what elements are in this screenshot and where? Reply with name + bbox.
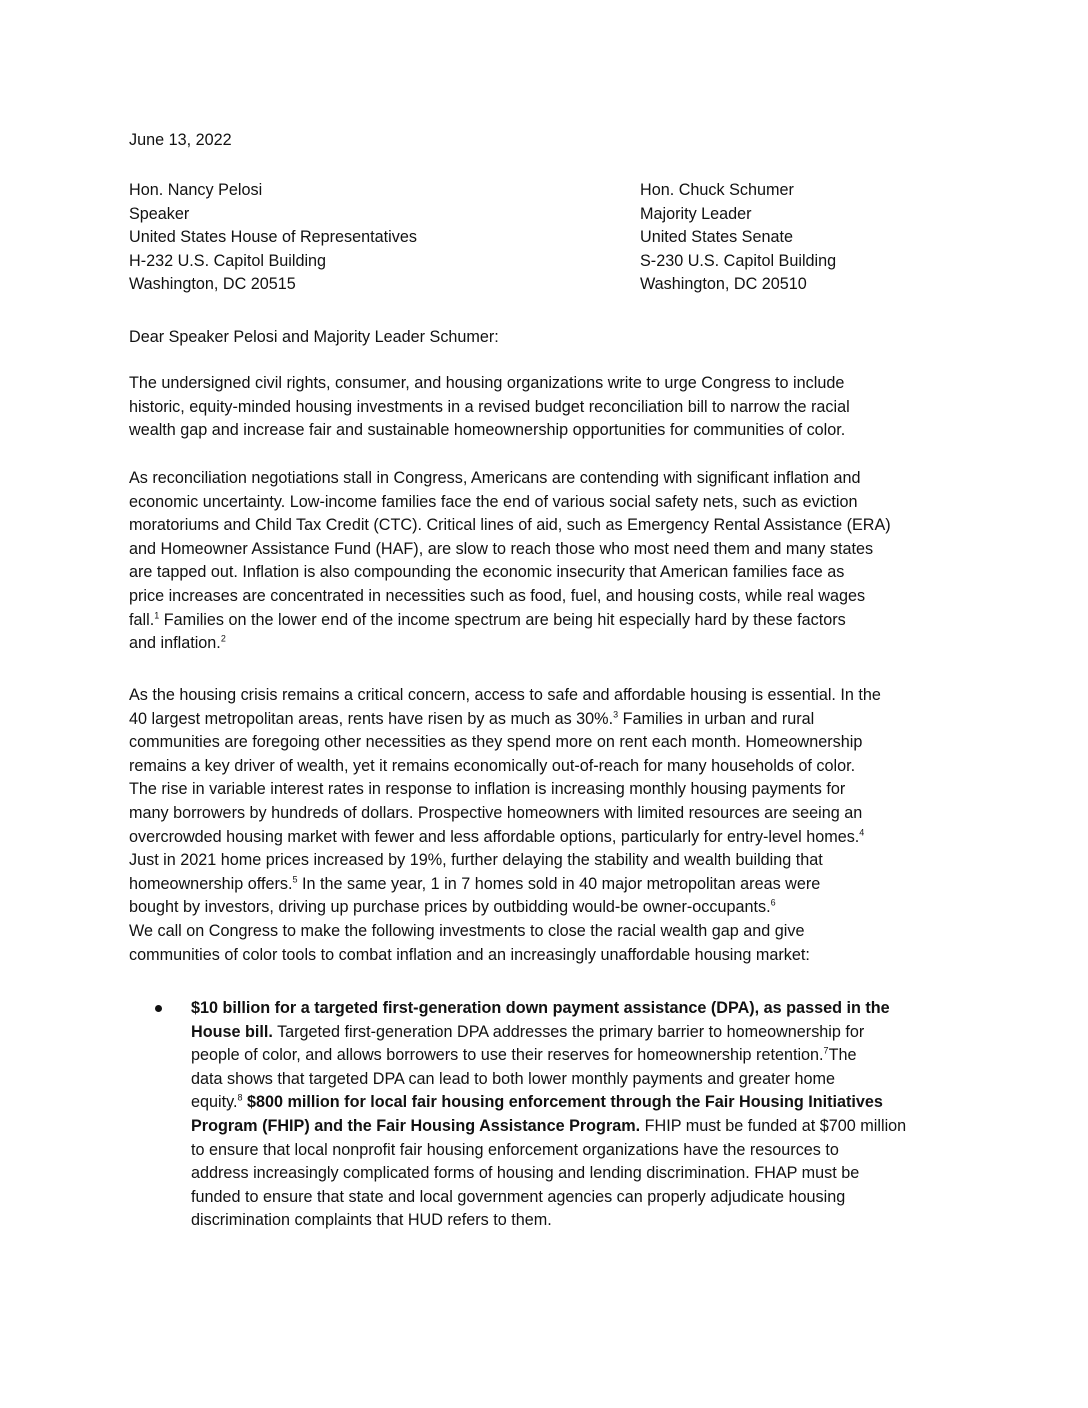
text-line xyxy=(191,1115,975,1139)
text-run: Targeted first-generation DPA addresses the primary barrier to homeownership for xyxy=(272,1022,865,1041)
addressee-line: Hon. Nancy Pelosi xyxy=(129,181,263,199)
addressee-line: Washington, DC 20515 xyxy=(129,275,296,294)
text-line xyxy=(129,632,969,656)
intro-paragraph xyxy=(129,372,969,443)
addressee-line: United States House of Representatives xyxy=(129,228,417,247)
bold-run: House bill. xyxy=(191,1022,273,1041)
footnote-ref: 4 xyxy=(859,827,865,838)
text-run: 40 largest metropolitan areas, rents have risen by as much as 30%. xyxy=(129,709,614,728)
text-line: to ensure that local nonprofit fair housing enforcement organizations have the resources to xyxy=(191,1140,839,1159)
text-line: data shows that targeted DPA can lead to both lower monthly payments and greater home xyxy=(191,1069,835,1088)
text-line: remains a key driver of wealth, yet it remains economically out-of-reach for many households of color. xyxy=(129,756,856,775)
addressee-line: Majority Leader xyxy=(640,204,752,223)
text-line xyxy=(129,609,969,633)
text-run: people of color, and allows borrowers to use their reserves for homeownership retention. xyxy=(191,1046,824,1065)
addressee-line: Speaker xyxy=(129,204,190,223)
text-run: and inflation. xyxy=(129,634,221,653)
text-line: historic, equity-minded housing investments in a revised budget reconciliation bill to narrow the racial xyxy=(129,397,850,416)
list-item xyxy=(155,997,975,1233)
footnote-ref: 7 xyxy=(823,1045,829,1056)
text-run: Families on the lower end of the income spectrum are being hit especially hard by these factors xyxy=(159,610,846,629)
text-line xyxy=(129,826,969,850)
text-line: address increasingly complicated forms of housing and lending discrimination. FHAP must be xyxy=(191,1164,860,1183)
text-line: economic uncertainty. Low-income families face the end of various social safety nets, such as eviction xyxy=(129,492,858,511)
footnote-ref: 3 xyxy=(613,709,619,720)
text-run: homeownership offers. xyxy=(129,874,293,893)
salutation: Dear Speaker Pelosi and Majority Leader Schumer: xyxy=(129,328,499,346)
text-line: communities of color tools to combat inflation and an increasingly unaffordable housing market: xyxy=(129,945,810,964)
text-line xyxy=(191,1021,975,1045)
housing-crisis-paragraph xyxy=(129,684,969,967)
bold-run: $800 million for local fair housing enforcement through the Fair Housing Initiatives xyxy=(242,1093,883,1112)
text-run: In the same year, 1 in 7 homes sold in 40 major metropolitan areas were xyxy=(297,874,821,893)
text-line xyxy=(129,873,969,897)
text-line xyxy=(129,896,969,920)
text-line: wealth gap and increase fair and sustainable homeownership opportunities for communities of color. xyxy=(129,421,846,440)
investment-list xyxy=(155,997,975,1233)
text-line xyxy=(129,708,969,732)
text-run: fall. xyxy=(129,610,155,629)
text-line: price increases are concentrated in necessities such as food, fuel, and housing costs, while real wages xyxy=(129,586,866,605)
bold-run: $10 billion for a targeted first-generation down payment assistance (DPA), as passed in the xyxy=(191,999,890,1017)
text-run: equity. xyxy=(191,1093,238,1112)
text-run: The xyxy=(828,1046,857,1065)
text-line: As the housing crisis remains a critical concern, access to safe and affordable housing is essential. In the xyxy=(129,686,881,704)
footnote-ref: 2 xyxy=(220,633,226,644)
addressee-line: Hon. Chuck Schumer xyxy=(640,181,794,199)
text-line: The undersigned civil rights, consumer, and housing organizations write to urge Congress to include xyxy=(129,374,845,392)
text-line: The rise in variable interest rates in response to inflation is increasing monthly housing payments for xyxy=(129,780,846,799)
text-line: communities are foregoing other necessities as they spend more on rent each month. Homeownership xyxy=(129,733,863,752)
text-run: overcrowded housing market with fewer and less affordable options, particularly for entry-level homes. xyxy=(129,827,860,846)
text-line xyxy=(191,1044,975,1068)
text-line: are tapped out. Inflation is also compounding the economic insecurity that American families face as xyxy=(129,563,845,582)
text-line: Just in 2021 home prices increased by 19%, further delaying the stability and wealth building that xyxy=(129,851,823,870)
text-line xyxy=(191,997,975,1021)
text-line: and Homeowner Assistance Fund (HAF), are slow to reach those who most need them and many states xyxy=(129,539,874,558)
text-line: We call on Congress to make the following investments to close the racial wealth gap and give xyxy=(129,921,805,940)
text-line: As reconciliation negotiations stall in Congress, Americans are contending with significant inflation and xyxy=(129,469,861,487)
bold-run: Program (FHIP) and the Fair Housing Assistance Program. xyxy=(191,1116,641,1135)
inflation-paragraph xyxy=(129,467,969,656)
addressee-line: Washington, DC 20510 xyxy=(640,275,807,294)
text-run: bought by investors, driving up purchase prices by outbidding would-be owner-occupants. xyxy=(129,898,771,917)
footnote-ref: 8 xyxy=(237,1092,243,1103)
text-run: Families in urban and rural xyxy=(618,709,815,728)
text-run: FHIP must be funded at $700 million xyxy=(640,1116,907,1135)
footnote-ref: 1 xyxy=(154,610,160,621)
addressee-schumer xyxy=(640,179,836,297)
text-line: discrimination complaints that HUD refers to them. xyxy=(191,1211,552,1230)
footnote-ref: 5 xyxy=(292,874,298,885)
letter-date: June 13, 2022 xyxy=(129,131,232,149)
addressee-line: H-232 U.S. Capitol Building xyxy=(129,251,327,270)
bullet-icon xyxy=(155,1005,162,1012)
text-line xyxy=(191,1091,975,1115)
addressee-line: United States Senate xyxy=(640,228,793,247)
text-line: moratoriums and Child Tax Credit (CTC). Critical lines of aid, such as Emergency Rental Assistance (ERA) xyxy=(129,516,891,535)
list-item-text xyxy=(191,997,975,1233)
addressee-pelosi xyxy=(129,179,417,297)
footnote-ref: 6 xyxy=(770,897,776,908)
addressee-line: S-230 U.S. Capitol Building xyxy=(640,251,837,270)
text-line: many borrowers by hundreds of dollars. Prospective homeowners with limited resources are seeing an xyxy=(129,803,863,822)
text-line: funded to ensure that state and local government agencies can properly adjudicate housing xyxy=(191,1187,846,1206)
